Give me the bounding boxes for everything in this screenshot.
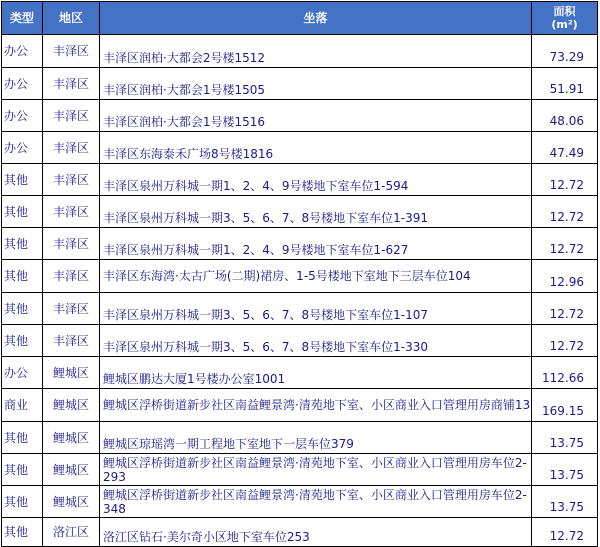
cell-address: 鲤城区琼瑶湾一期工程地下室地下一层车位379 (100, 422, 532, 454)
cell-address: 鲤城区浮桥街道新步社区南益鲤景湾·清苑地下室、小区商业入口管理用房车位2-348 (100, 486, 532, 518)
cell-address: 丰泽区泉州万科城一期3、5、6、7、8号楼地下室车位1-330 (100, 325, 532, 357)
cell-type: 其他 (2, 454, 43, 486)
cell-address: 丰泽区润柏·大都会1号楼1505 (100, 68, 532, 100)
cell-area: 丰泽区 (43, 132, 100, 164)
cell-type: 其他 (2, 164, 43, 196)
cell-area: 鲤城区 (43, 486, 100, 518)
table-row (2, 325, 598, 357)
cell-address: 鲤城区浮桥街道新步社区南益鲤景湾·清苑地下室、小区商业入口管理用房车位2-293 (100, 454, 532, 486)
cell-size: 12.96 (532, 260, 598, 293)
cell-size: 12.72 (532, 325, 598, 357)
cell-size: 51.91 (532, 68, 598, 100)
header-size-label: 面积 (553, 5, 576, 18)
cell-size: 12.72 (532, 518, 598, 547)
cell-area: 鲤城区 (43, 357, 100, 389)
cell-area: 鲤城区 (43, 389, 100, 422)
cell-size: 169.15 (532, 389, 598, 422)
cell-area: 丰泽区 (43, 293, 100, 325)
table-row (2, 518, 598, 547)
cell-address: 鲤城区鹏达大厦1号楼办公室1001 (100, 357, 532, 389)
cell-type: 办公 (2, 35, 43, 68)
header-address: 坐落 (100, 2, 532, 35)
cell-type: 其他 (2, 518, 43, 547)
table-row (2, 164, 598, 196)
cell-area: 丰泽区 (43, 100, 100, 132)
cell-area: 丰泽区 (43, 325, 100, 357)
cell-type: 办公 (2, 132, 43, 164)
cell-address: 丰泽区东海泰禾广场8号楼1816 (100, 132, 532, 164)
cell-size: 12.72 (532, 293, 598, 325)
table-row (2, 389, 598, 422)
cell-address: 丰泽区泉州万科城一期3、5、6、7、8号楼地下室车位1-391 (100, 196, 532, 228)
header-row (2, 2, 598, 35)
cell-size: 12.72 (532, 196, 598, 228)
cell-address: 丰泽区润柏·大都会1号楼1516 (100, 100, 532, 132)
cell-area: 丰泽区 (43, 35, 100, 68)
cell-area: 丰泽区 (43, 196, 100, 228)
cell-size: 12.72 (532, 164, 598, 196)
cell-address: 丰泽区润柏·大都会2号楼1512 (100, 35, 532, 68)
cell-type: 其他 (2, 486, 43, 518)
table-row (2, 100, 598, 132)
header-area: 地区 (43, 2, 100, 35)
table-row (2, 132, 598, 164)
table-row (2, 228, 598, 260)
cell-area: 丰泽区 (43, 164, 100, 196)
header-size (532, 2, 598, 35)
table-row (2, 293, 598, 325)
table-row (2, 35, 598, 68)
table-row (2, 68, 598, 100)
cell-type: 其他 (2, 228, 43, 260)
cell-size: 13.75 (532, 454, 598, 486)
cell-size: 12.72 (532, 228, 598, 260)
cell-type: 商业 (2, 389, 43, 422)
cell-address: 洛江区钻石·美尔奇小区地下室车位253 (100, 518, 532, 547)
cell-type: 办公 (2, 357, 43, 389)
cell-type: 其他 (2, 293, 43, 325)
table-row (2, 357, 598, 389)
table-row (2, 454, 598, 486)
cell-type: 办公 (2, 100, 43, 132)
cell-size: 48.06 (532, 100, 598, 132)
cell-type: 其他 (2, 325, 43, 357)
header-type: 类型 (2, 2, 43, 35)
table-row (2, 196, 598, 228)
cell-address: 鲤城区浮桥街道新步社区南益鲤景湾·清苑地下室、小区商业入口管理用房商铺13 (100, 389, 532, 422)
cell-area: 洛江区 (43, 518, 100, 547)
header-size-unit: (m²) (551, 18, 578, 31)
cell-size: 13.75 (532, 486, 598, 518)
cell-size: 73.29 (532, 35, 598, 68)
cell-area: 丰泽区 (43, 68, 100, 100)
cell-size: 112.66 (532, 357, 598, 389)
cell-type: 其他 (2, 196, 43, 228)
cell-size: 47.49 (532, 132, 598, 164)
cell-address: 丰泽区泉州万科城一期3、5、6、7、8号楼地下室车位1-107 (100, 293, 532, 325)
cell-type: 办公 (2, 68, 43, 100)
cell-area: 鲤城区 (43, 422, 100, 454)
cell-area: 丰泽区 (43, 228, 100, 260)
cell-size: 13.75 (532, 422, 598, 454)
cell-area: 鲤城区 (43, 454, 100, 486)
cell-area: 丰泽区 (43, 260, 100, 293)
table-row (2, 422, 598, 454)
cell-type: 其他 (2, 260, 43, 293)
property-table (1, 1, 598, 547)
table-row (2, 260, 598, 293)
cell-address: 丰泽区东海湾·太古广场(二期)裙房、1-5号楼地下室地下三层车位104 (100, 260, 532, 293)
cell-type: 其他 (2, 422, 43, 454)
table-row (2, 486, 598, 518)
cell-address: 丰泽区泉州万科城一期1、2、4、9号楼地下室车位1-627 (100, 228, 532, 260)
cell-address: 丰泽区泉州万科城一期1、2、4、9号楼地下室车位1-594 (100, 164, 532, 196)
